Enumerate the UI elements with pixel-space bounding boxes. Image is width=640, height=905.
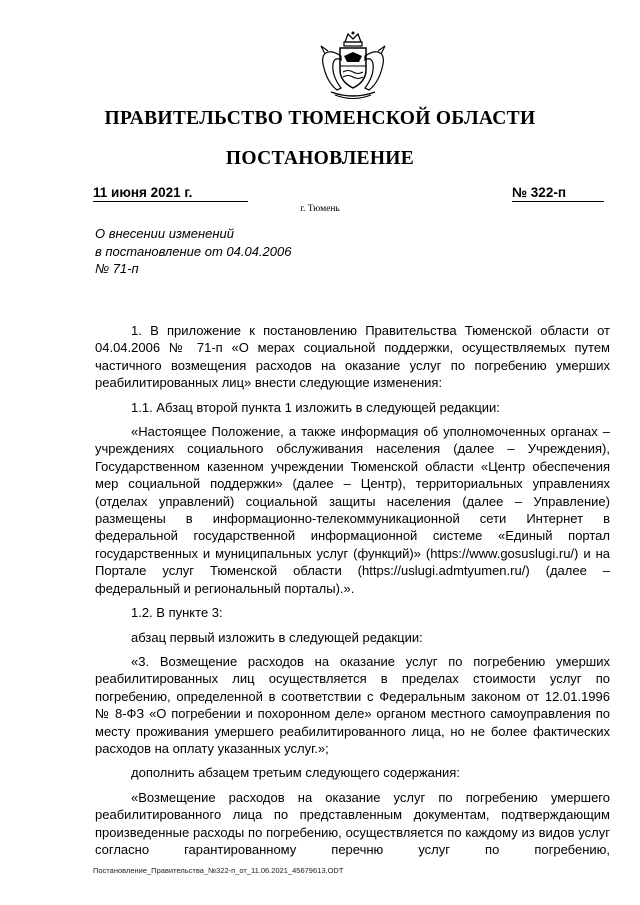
document-city: г. Тюмень bbox=[300, 204, 340, 214]
body-paragraph: 1.1. Абзац второй пункта 1 изложить в следующей редакции: bbox=[131, 399, 500, 415]
document-date: 11 июня 2021 г. bbox=[93, 184, 248, 202]
body-paragraph: «Возмещение расходов на оказание услуг по погребению умершего реабилитированного лица по представленным документам, подтверждающим произведенные расходы по погребению, осуществляется по каждому из видов услуг согласно гарантированному перечню услуг по погребению, bbox=[95, 789, 610, 857]
subject-line: в постановление от 04.04.2006 bbox=[95, 243, 292, 259]
body-paragraph: 1. В приложение к постановлению Правительства Тюменской области от 04.04.2006 № 71-п «О мерах социальной поддержки, осуществляемых путем частичного возмещения расходов на оказание услуг по погребению умерших реабилитированных лиц» внести следующие изменения: bbox=[95, 323, 610, 391]
subject-line: О внесении изменений bbox=[95, 226, 234, 241]
document-body bbox=[95, 322, 610, 865]
tyumen-coat-of-arms-icon bbox=[315, 30, 391, 100]
body-paragraph: «Настоящее Положение, а также информация об уполномоченных органах – учреждениях социального обслуживания населения (далее – Учреждения), Государственном казенном учреждении Тюменской области «Центр обеспечения мер социальной поддержки» (далее – Центр), территориальных управлениях (отделах управлений) социальной защиты населения (далее – Управление) размещены в информационно-телекоммуникационной сети Интернет в федеральной государственной информационной системе «Единый портал государственных и муниципальных услуг (функций)» (https://www.gosuslugi.ru/) и на Портале услуг Тюменской области (https://uslugi.admtyumen.ru/) (далее – федеральный и региональный порталы).». bbox=[95, 424, 610, 596]
footer-filename: Постановление_Правительства_№322-п_от_11.06.2021_45679613.ODT bbox=[93, 866, 344, 875]
document-number: № 322-п bbox=[512, 184, 604, 202]
document-subject bbox=[95, 225, 335, 278]
document-type: ПОСТАНОВЛЕНИЕ bbox=[225, 148, 415, 169]
body-paragraph: дополнить абзацем третьим следующего содержания: bbox=[131, 765, 460, 781]
body-paragraph: «3. Возмещение расходов на оказание услуг по погребению умерших реабилитированных лиц осуществляется в пределах стоимости услуг по погребению, определенной в соответствии с Федеральным законом от 12.01.1996 № 8-ФЗ «О погребении и похоронном деле» органом местного самоуправления по месту проживания умершего реабилитированного лица, но не более фактических расходов на оплату указанных услуг.»; bbox=[95, 653, 610, 756]
government-name: ПРАВИТЕЛЬСТВО ТЮМЕНСКОЙ ОБЛАСТИ bbox=[104, 108, 536, 129]
body-paragraph: абзац первый изложить в следующей редакции: bbox=[131, 629, 423, 645]
body-paragraph: 1.2. В пункте 3: bbox=[131, 605, 223, 621]
subject-line: № 71-п bbox=[95, 261, 139, 276]
